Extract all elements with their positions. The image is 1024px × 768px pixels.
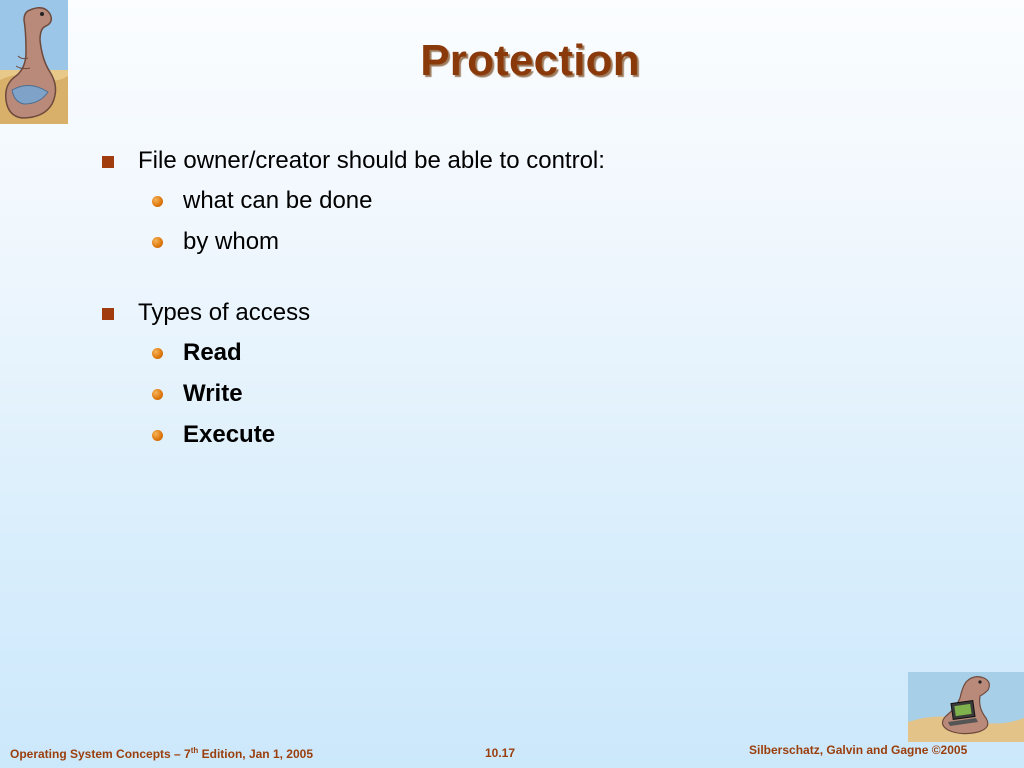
round-bullet-icon	[152, 389, 163, 400]
footer-course-title: Operating System Concepts – 7th Edition, Jan 1, 2005	[10, 746, 314, 761]
slide-title: Protection	[420, 36, 640, 85]
sub-bullet-item	[100, 332, 960, 373]
sub-bullet-text: by whom	[183, 228, 280, 255]
sub-bullet-item	[100, 414, 960, 455]
sub-bullet-text: Read	[183, 339, 242, 366]
sub-bullet-item	[100, 221, 960, 262]
square-bullet-icon	[102, 156, 114, 168]
round-bullet-icon	[152, 430, 163, 441]
sub-bullet-item	[100, 180, 960, 221]
sub-bullet-text: Write	[183, 380, 243, 407]
square-bullet-icon	[102, 308, 114, 320]
round-bullet-icon	[152, 196, 163, 207]
round-bullet-icon	[152, 237, 163, 248]
dinosaur-with-laptop-icon	[908, 672, 1024, 742]
bullet-item	[100, 294, 960, 332]
bullet-item	[100, 142, 960, 180]
sub-bullet-text: Execute	[183, 421, 276, 448]
footer-authors: Silberschatz, Galvin and Gagne ©2005	[749, 743, 968, 757]
bullet-text: Types of access	[138, 299, 311, 326]
bullet-text: File owner/creator should be able to control:	[138, 147, 605, 174]
footer-page-number: 10.17	[485, 746, 516, 760]
bullet-list	[100, 142, 960, 455]
sub-bullet-item	[100, 373, 960, 414]
round-bullet-icon	[152, 348, 163, 359]
sub-bullet-text: what can be done	[183, 187, 373, 214]
